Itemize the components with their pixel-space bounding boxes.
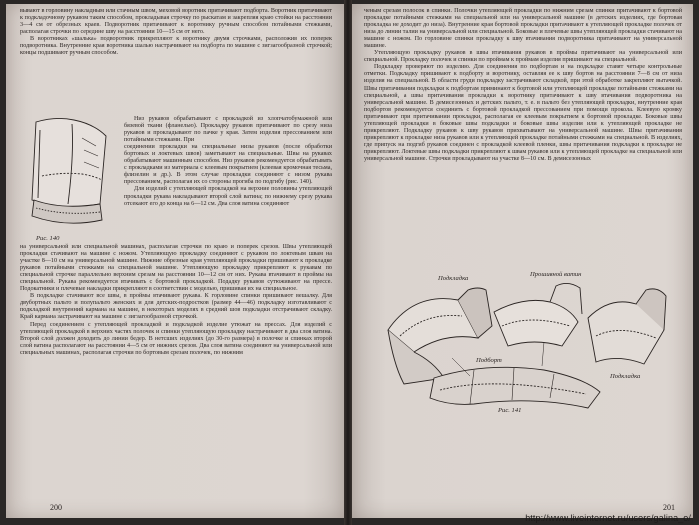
watermark-url: http://www.liveinternet.ru/users/galina_o/ bbox=[525, 513, 691, 523]
figure-140-sleeve-hem bbox=[22, 116, 118, 244]
right-main-text bbox=[364, 8, 682, 163]
label-facing: Подборт bbox=[476, 357, 502, 364]
left-lower-paragraph-1: на универсальной или специальной машинах, располагая строчки по краю и поперек срезов. Швы утепляющей прокладки стачивают на машине с ножом. Утепляющую прокладку соединяют с рукавом по локтевым швам на участке 8—10 см на универсальной машине. Нижние обрезные края утепляющей прокладки пришивают к прокладке рукавов потайными стежками на специальной машине. Утепляющую прокладку прикрепляют к рукавам по специальной строчке параллельно верхним срезам на расстоянии 10—12 см от них. Рукава втачивают в проймы на специальной. Рукава рекомендуется втачивать с бортовой прокладкой. Подадку рукавов сутюживают на прессе. Подокатники и плечевые накладки прикрепляют в соответствии с моделью, пришивая их на специальное. bbox=[20, 244, 332, 293]
left-top-text bbox=[20, 8, 332, 57]
left-lower-paragraph-2: В подкладке стачивают все швы, в проймы втачивают рукава. К горловине спинки пришивают вешалку. Для двубортных пальто и полупальто женских и для детских-подростков (размер 44—46) подкладку изготавливают с подкладкой внутренний кармана на машине, в некоторых моделях в средний шов подкладки отстрачивают складку. Край кармана застрачивают на машине с зигзагообразной строчкой. bbox=[20, 293, 332, 321]
right-paragraph-3: Подкладку проверяют по изделию. Для соединения по подбортам и на подкладке ставят четыре контрольные отметки. Подкладку пришивают к подборту и воротнику, оставляя ее к шву бортов на расстоянии 7—8 см от низа изделия на специальной. В области груди подкладку застрачивают складкой, при этой обработке закрепляют вытачкой. Швы притачивания подкладки к подбортам приминают к бортовой или утепляющей прокладке потайными стежками на специальной, а швы притачивания прокладки к воротнику притачивают к шву втачивания подворотника на универсальной машине. В демисезонных и детских пальто, т. е. в пальто без утепляющей прокладки, внутренние края подбортов рекомендуется соединить с бортовой прокладкой прессованием при помощи прокола. Клеевую кромку притачивают при притачивании прокладки, располагая ее клеевым покрытием к бортовой прокладке. Боковые швы утепляющей прокладки в боковые швы подкладки и боковые швы изделия или к утепляющей прокладке не прикрепляют. Подкладку рукавов к шву рукавов прихватывают на универсальной машине. Швы притачивания прикрепляют к прокладке низа рукавов или к утепляющей прокладке потайными стежками на специальной. В изделиях, где припуск на подгиб рукавов соединен с прокладкой клеевой пленки, швы притачивания подкладки к прокладке не прикрепляют. Локтевые швы подкладки прикрепляют к швам рукавов или к утепляющей прокладке на специальной или универсальной машине. Строчки прокладывают на участке 8—10 см. В демисезонных bbox=[364, 64, 682, 162]
left-beside-paragraph-1: Низ рукавов обрабатывают с прокладкой из хлопчатобумажной или бязевой ткани (фланелью). Прокладку рукавов притачивают по срезу низа рукавов и прокладывают по пачке у края. Затем изделия прессованием или потайными стежками. При bbox=[124, 116, 332, 144]
label-lining-right: Подкладка bbox=[610, 373, 641, 380]
right-paragraph-1: ченым срезам полосок в спинки. Полочки утепляющей прокладки по нижним срезам спинки притачивают к бортовой прокладке потайными стежками на специальной или на универсальной машине (в детских изделиях, где бортовая прокладка не доходит до низа). Внутренние края бортовой прокладки притачивают к утепляющей прокладке полочек от низа до линии талии на универсальной или специальной. Боковые и плечевые швы утепляющей прокладки стачивают на машине с ножом. По горловине спинки прокладку к шву втачивания подворотника притачивают на универсальной машине. bbox=[364, 8, 682, 50]
left-paragraph-2: В воротниках «шалька» подворотник прикрепляют к воротнику двумя строчками, расположив их поперек подворотника. Внутренние края воротника шалью настрачивают на подборта по машине с зигзагообразной строчкой; концы подшивают ручным способом. bbox=[20, 36, 332, 57]
book-gutter bbox=[344, 0, 352, 525]
right-page bbox=[352, 4, 693, 518]
left-lower-paragraph-3: Перед соединением с утепляющей прокладкой и подкладкой изделие утюжат на прессах. Для изделий с утепляющей прокладкой в верхних частях полочек и спинки утепляющую прокладку настрачивают в два слоя ватина. Второй слой должен доходить до линии бедер. В нетсших изделиях (до 30-го размера) в полочке и спинках второй слой ватина располагают на расстоянии 4—5 см от нижних срезов. Два слоя ватина соединяют на универсальной или специальных машинах, располагая строчки по бортовым срезам полочек, по нижним bbox=[20, 321, 332, 356]
left-paragraph-1: вывают в горловину накладным или стачным швом, меховой воротник притачивают подборта. Воротник притачивают к подкладочному рукавом таким способом, прокладывая строчку по рыскатам и закрепляя краю стойки на расстоянии 3—4 см от обрезных краев. Подворотник притачивают к воротнику ручным способом потайными стежками, располагая строчки по середине шву на расстоянии 10—15 см от него. bbox=[20, 8, 332, 36]
left-lower-text bbox=[20, 244, 332, 357]
figure-140-caption: Рис. 140 bbox=[36, 235, 60, 242]
right-paragraph-2: Утепляющую прокладку рукавов в швы втачивания рукавов в проймы притачивают на универсальной или специальной. Прокладку полочек и спинки по проймам к проймам изделия пришивают на специальной. bbox=[364, 50, 682, 64]
label-lining-top: Подкладка bbox=[438, 275, 469, 282]
figure-141-lining-attachment bbox=[374, 266, 674, 414]
left-page bbox=[6, 4, 344, 518]
right-page-number: 201 bbox=[663, 503, 675, 512]
left-page-number: 200 bbox=[50, 503, 62, 512]
left-beside-paragraph-2: соединении прокладки на специальные низы рукавов (после обработки бортовых и локтевых швов) заметывают на специальные. Швы на рукавах обрабатывают машинным способом. Низ рукавов рекомендуется обрабатывать с прокладками из материала с клеевым покрытием (клеевая кромочная тесьма, флизелин и др.). В этом случае прокладки соединяют с низом рукава прессованием, располагая их со стороны прогиба по подгибу (рис. 140). bbox=[124, 144, 332, 186]
left-beside-text bbox=[124, 116, 332, 208]
figure-141-caption: Рис. 141 bbox=[498, 407, 522, 414]
left-beside-paragraph-3: Для изделий с утепляющей прокладкой на верхние половины утепляющей прокладки рукава накладывают второй слой ватина; по нижнему срезу рукава отсекают его до конца на 6—12 см. Два слоя ватина соединяют bbox=[124, 186, 332, 207]
label-quilted-batting: Прошивной ватин bbox=[530, 271, 582, 278]
